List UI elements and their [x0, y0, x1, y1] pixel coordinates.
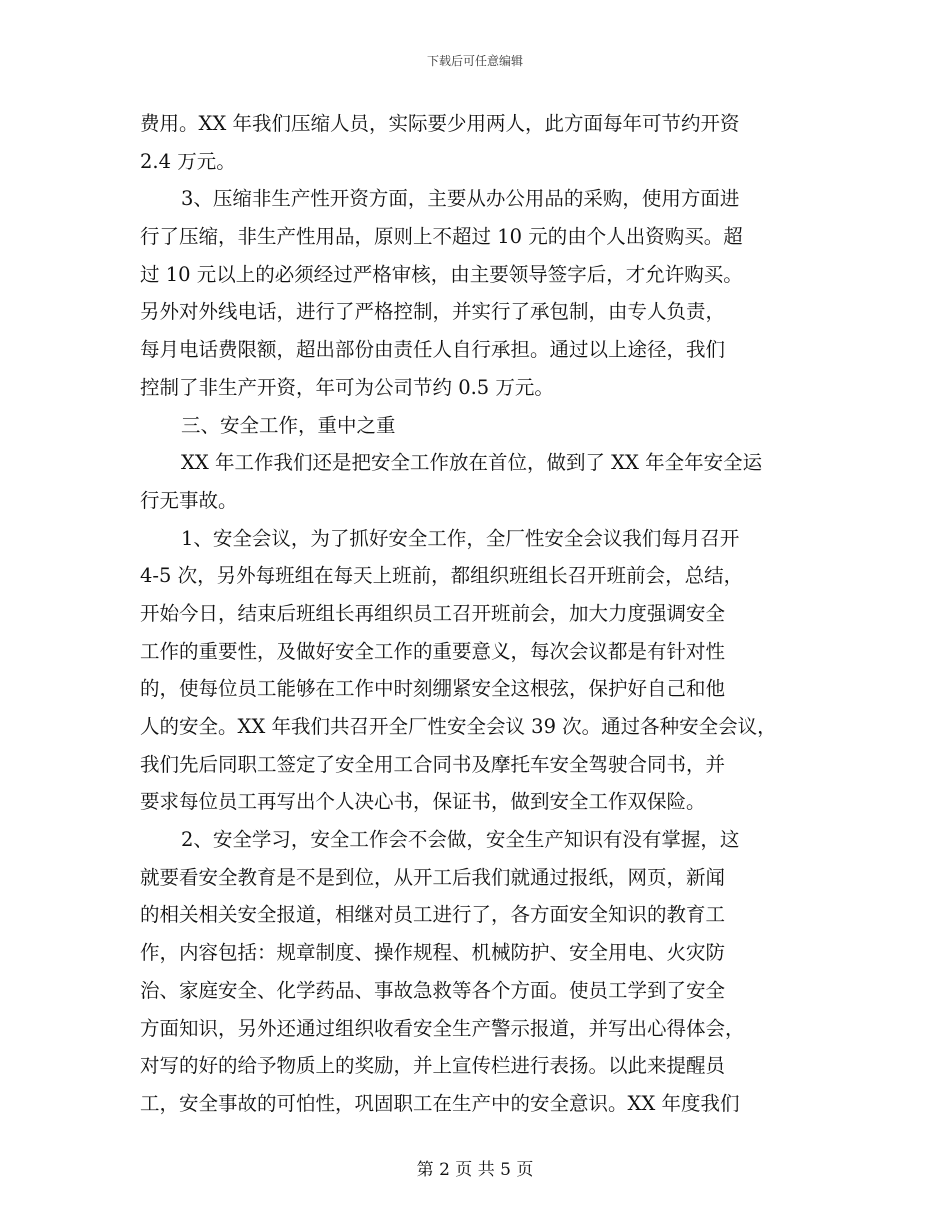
- body-line: 4-5 次，另外每班组在每天上班前，都组织班组长召开班前会，总结，: [140, 564, 744, 588]
- page-number: 第 2 页 共 5 页: [416, 1160, 534, 1180]
- body-line: 开始今日，结束后班组长再组织员工召开班前会，加大力度强调安全: [140, 601, 726, 625]
- body-line: 人的安全。XX 年我们共召开全厂性安全会议 39 次。通过各种安全会议，: [140, 715, 777, 738]
- body-line: 另外对外线电话，进行了严格控制，并实行了承包制，由专人负责，: [140, 300, 726, 324]
- body-line: 控制了非生产开资，年可为公司节约 0.5 万元。: [140, 375, 554, 399]
- body-line: 治、家庭安全、化学药品、事故急救等各个方面。使员工学到了安全: [140, 978, 726, 1002]
- body-line: XX 年工作我们还是把安全工作放在首位，做到了 XX 年全年安全运: [181, 451, 763, 475]
- body-line: 对写的好的给予物质上的奖励，并上宣传栏进行表扬。以此来提醒员: [140, 1054, 726, 1078]
- body-line: 2.4 万元。: [140, 149, 236, 173]
- body-line: 的，使每位员工能够在工作中时刻绷紧安全这根弦，保护好自己和他: [140, 677, 726, 701]
- body-line: 工，安全事故的可怕性，巩固职工在生产中的安全意识。XX 年度我们: [140, 1091, 740, 1115]
- document-body: [140, 105, 810, 1123]
- body-line: 3、压缩非生产性开资方面，主要从办公用品的采购，使用方面进: [181, 187, 740, 211]
- body-line: 方面知识，另外还通过组织收看安全生产警示报道，并写出心得体会，: [140, 1016, 745, 1040]
- body-line: 行无事故。: [140, 488, 238, 512]
- body-line: 的相关相关安全报道，相继对员工进行了，各方面安全知识的教育工: [140, 903, 726, 927]
- body-line: 费用。XX 年我们压缩人员，实际要少用两人，此方面每年可节约开资: [140, 112, 740, 135]
- body-line: 行了压缩，非生产性用品，原则上不超过 10 元的由个人出资购买。超: [140, 225, 743, 249]
- body-line: 每月电话费限额，超出部份由责任人自行承担。通过以上途径，我们: [140, 338, 726, 362]
- body-line: 1、安全会议，为了抓好安全工作，全厂性安全会议我们每月召开: [181, 526, 740, 550]
- header-note: 下载后可任意编辑: [426, 54, 523, 68]
- section-heading: 三、安全工作，重中之重: [181, 413, 396, 437]
- body-line: 2、安全学习，安全工作会不会做，安全生产知识有没有掌握，这: [181, 828, 740, 852]
- body-line: 工作的重要性，及做好安全工作的重要意义，每次会议都是有针对性: [140, 639, 726, 663]
- body-line: 我们先后同职工签定了安全用工合同书及摩托车安全驾驶合同书，并: [140, 752, 726, 776]
- body-line: 要求每位员工再写出个人决心书，保证书，做到安全工作双保险。: [140, 790, 706, 814]
- body-line: 作，内容包括：规章制度、操作规程、机械防护、安全用电、火灾防: [140, 941, 726, 965]
- body-line: 过 10 元以上的必须经过严格审核，由主要领导签字后，才允许购买。: [140, 262, 743, 286]
- body-line: 就要看安全教育是不是到位，从开工后我们就通过报纸，网页，新闻: [140, 865, 726, 889]
